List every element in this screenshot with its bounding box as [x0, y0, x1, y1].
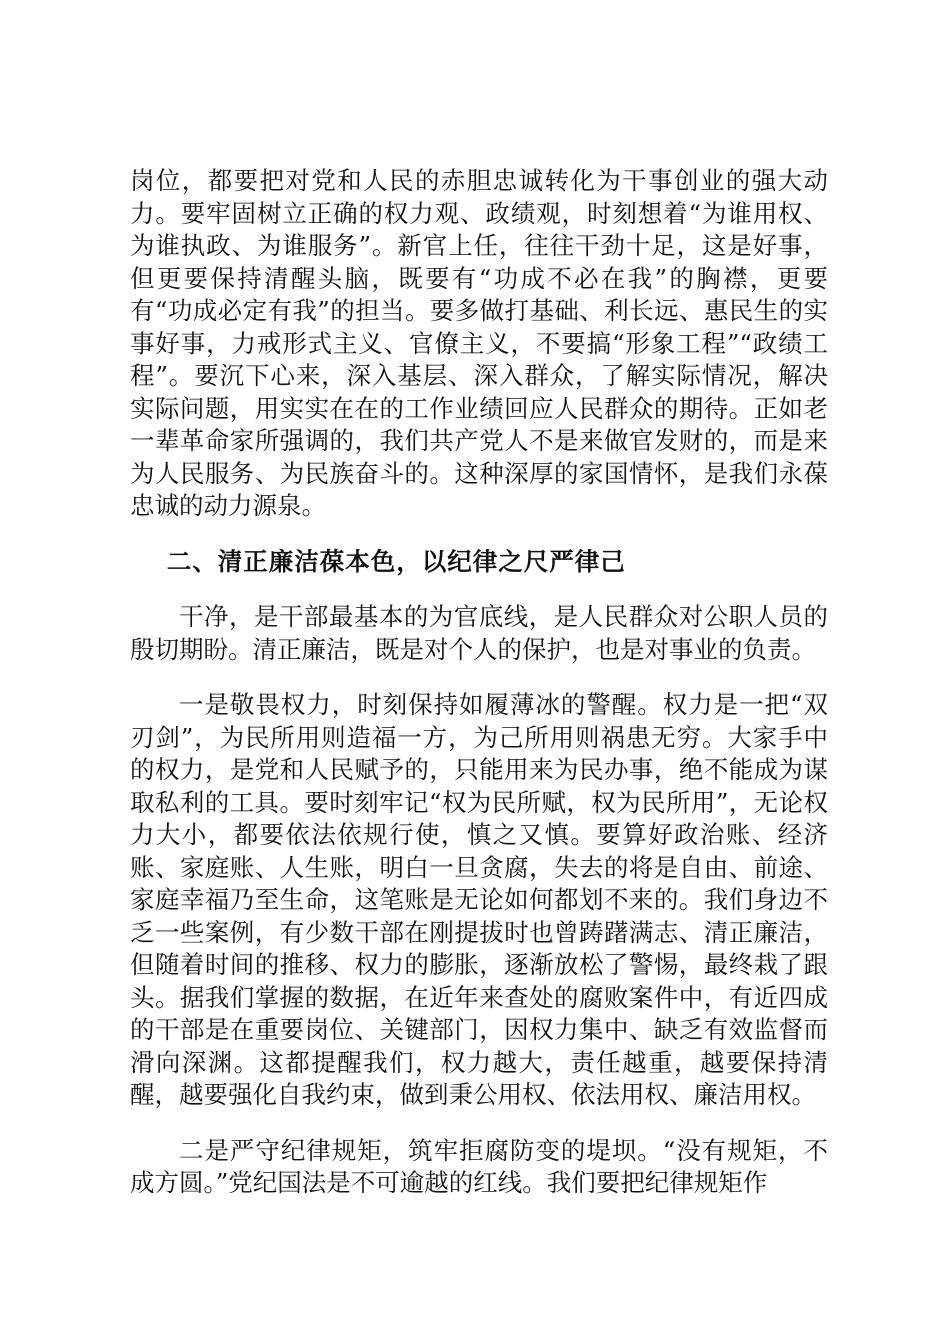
section-heading: 二、清正廉洁葆本色，以纪律之尺严律己 [166, 546, 626, 576]
paragraph-point-one: 一是敬畏权力，时刻保持如履薄冰的警醒。权力是一把“双刃剑”，为民所用则造福一方，为己所用则祸患无穷。大家手中的权力，是党和人民赋予的，只能用来为民办事，绝不能成为谋取私利的工具。要时刻牢记“权为民所赋，权为民所用”，无论权力大小，都要依法依规行使，慎之又慎。要算好政治账、经济账、家庭账、人生账，明白一旦贪腐，失去的将是自由、前途、家庭幸福乃至生命，这笔账是无论如何都划不来的。我们身边不乏一些案例，有少数干部在刚提拔时也曾踌躇满志、清正廉洁，但随着时间的推移、权力的膨胀，逐渐放松了警惕，最终栽了跟头。据我们掌握的数据，在近年来查处的腐败案件中，有近四成的干部是在重要岗位、关键部门，因权力集中、缺乏有效监督而滑向深渊。这都提醒我们，权力越大，责任越重，越要保持清醒，越要强化自我约束，做到秉公用权、依法用权、廉洁用权。 [130, 690, 828, 1109]
paragraph-intro: 干净，是干部最基本的为官底线，是人民群众对公职人员的殷切期盼。清正廉洁，既是对个人的保护，也是对事业的负责。 [130, 602, 828, 664]
paragraph-continuation: 岗位，都要把对党和人民的赤胆忠诚转化为干事创业的强大动力。要牢固树立正确的权力观、政绩观，时刻想着“为谁用权、为谁执政、为谁服务”。新官上任，往往干劲十足，这是好事，但更要保持清醒头脑，既要有“功成不必在我”的胸襟，更要有“功成必定有我”的担当。要多做打基础、利长远、惠民生的实事好事，力戒形式主义、官僚主义，不要搞“形象工程”“政绩工程”。要沉下心来，深入基层、深入群众，了解实际情况，解决实际问题，用实实在在的工作业绩回应人民群众的期待。正如老一辈革命家所强调的，我们共产党人不是来做官发财的，而是来为人民服务、为民族奋斗的。这种深厚的家国情怀，是我们永葆忠诚的动力源泉。 [130, 166, 828, 520]
document-body [130, 165, 828, 1223]
paragraph-point-two: 二是严守纪律规矩，筑牢拒腐防变的堤坝。“没有规矩，不成方圆。”党纪国法是不可逾越的红线。我们要把纪律规矩作 [130, 1135, 828, 1197]
